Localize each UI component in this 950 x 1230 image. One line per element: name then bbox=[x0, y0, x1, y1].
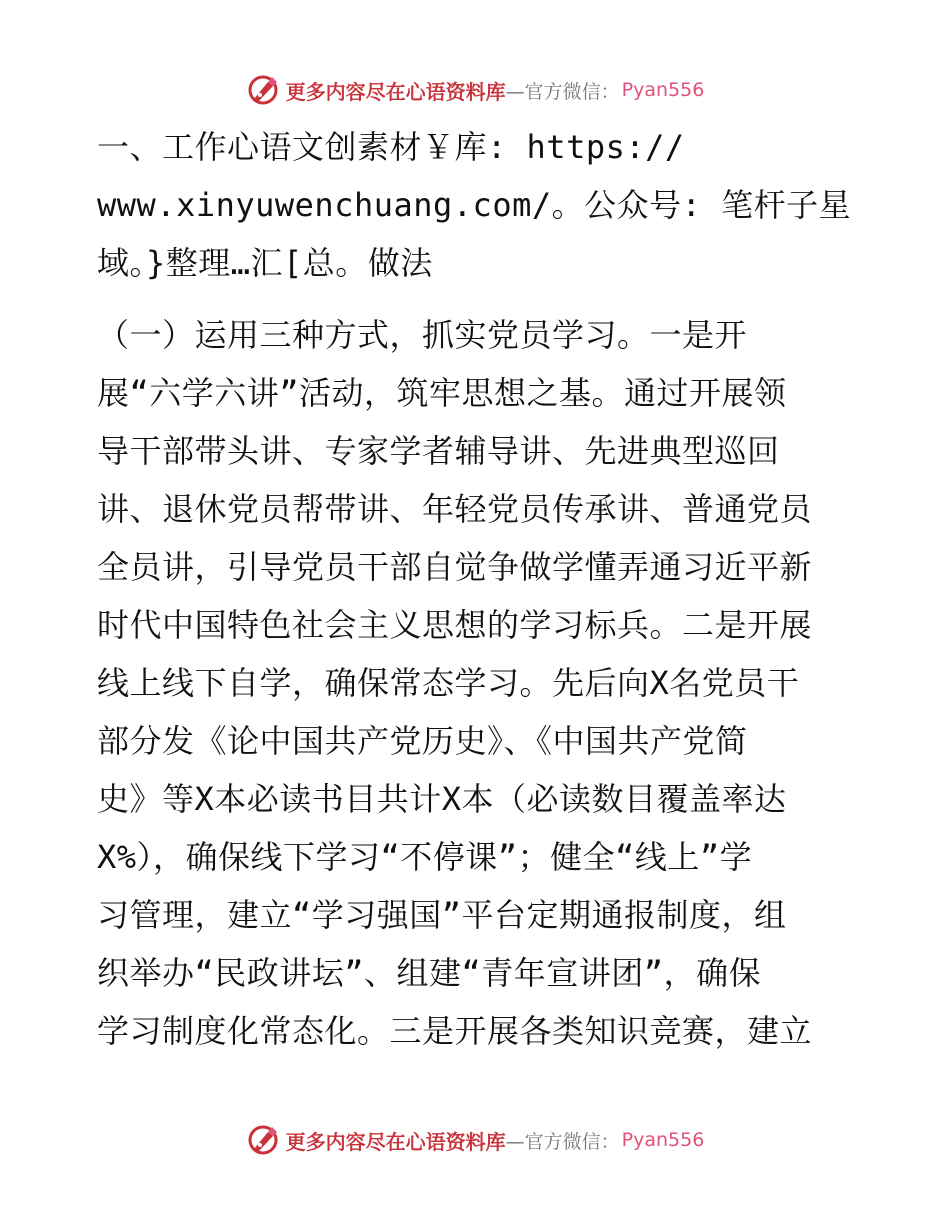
pen-nib-logo-icon bbox=[246, 73, 280, 107]
paragraph-line: 讲、退休党员帮带讲、年轻党员传承讲、普通党员 bbox=[97, 490, 813, 528]
paragraph-line: （一）运用三种方式，抓实党员学习。一是开 bbox=[97, 316, 748, 354]
banner-wechat-label: —官方微信： bbox=[505, 1130, 620, 1153]
paragraph bbox=[97, 306, 857, 1060]
heading-line: 域。}整理…汇[总。做法 bbox=[97, 244, 433, 282]
paragraph-line: 部分发《论中国共产党历史》、《中国共产党简 bbox=[97, 722, 748, 760]
paragraph-line: 学习制度化常态化。三是开展各类知识竞赛，建立 bbox=[97, 1012, 813, 1050]
paragraph-line: 织举办“民政讲坛”、组建“青年宣讲团”，确保 bbox=[97, 954, 762, 992]
banner-wechat-label: —官方微信： bbox=[505, 80, 620, 103]
paragraph-line: 时代中国特色社会主义思想的学习标兵。二是开展 bbox=[97, 606, 813, 644]
banner-title: 更多内容尽在心语资料库 bbox=[285, 1129, 506, 1154]
banner-title: 更多内容尽在心语资料库 bbox=[285, 79, 506, 104]
paragraph-line: 习管理，建立“学习强国”平台定期通报制度，组 bbox=[97, 896, 787, 934]
banner-wechat-id: Pyan556 bbox=[621, 79, 705, 101]
header-watermark-banner bbox=[0, 70, 950, 110]
paragraph-line: 导干部带头讲、专家学者辅导讲、先进典型巡回 bbox=[97, 432, 780, 470]
footer-watermark-banner bbox=[0, 1120, 950, 1160]
paragraph-line: 线上线下自学，确保常态学习。先后向X名党员干 bbox=[97, 664, 800, 702]
paragraph-line: 史》等X本必读书目共计X本（必读数目覆盖率达 bbox=[97, 780, 787, 818]
banner-wechat-id: Pyan556 bbox=[621, 1129, 705, 1151]
paragraph-line: X%），确保线下学习“不停课”；健全“线上”学 bbox=[97, 838, 753, 876]
heading-line: 一、工作心语文创素材￥库: https:// bbox=[97, 128, 685, 166]
heading-line: www.xinyuwenchuang.com/。公众号: 笔杆子星 bbox=[97, 186, 852, 224]
heading-block bbox=[97, 118, 857, 292]
paragraph-line: 展“六学六讲”活动，筑牢思想之基。通过开展领 bbox=[97, 374, 787, 412]
document-body bbox=[97, 118, 857, 1060]
paragraph-line: 全员讲，引导党员干部自觉争做学懂弄通习近平新 bbox=[97, 548, 813, 586]
pen-nib-logo-icon bbox=[246, 1123, 280, 1157]
